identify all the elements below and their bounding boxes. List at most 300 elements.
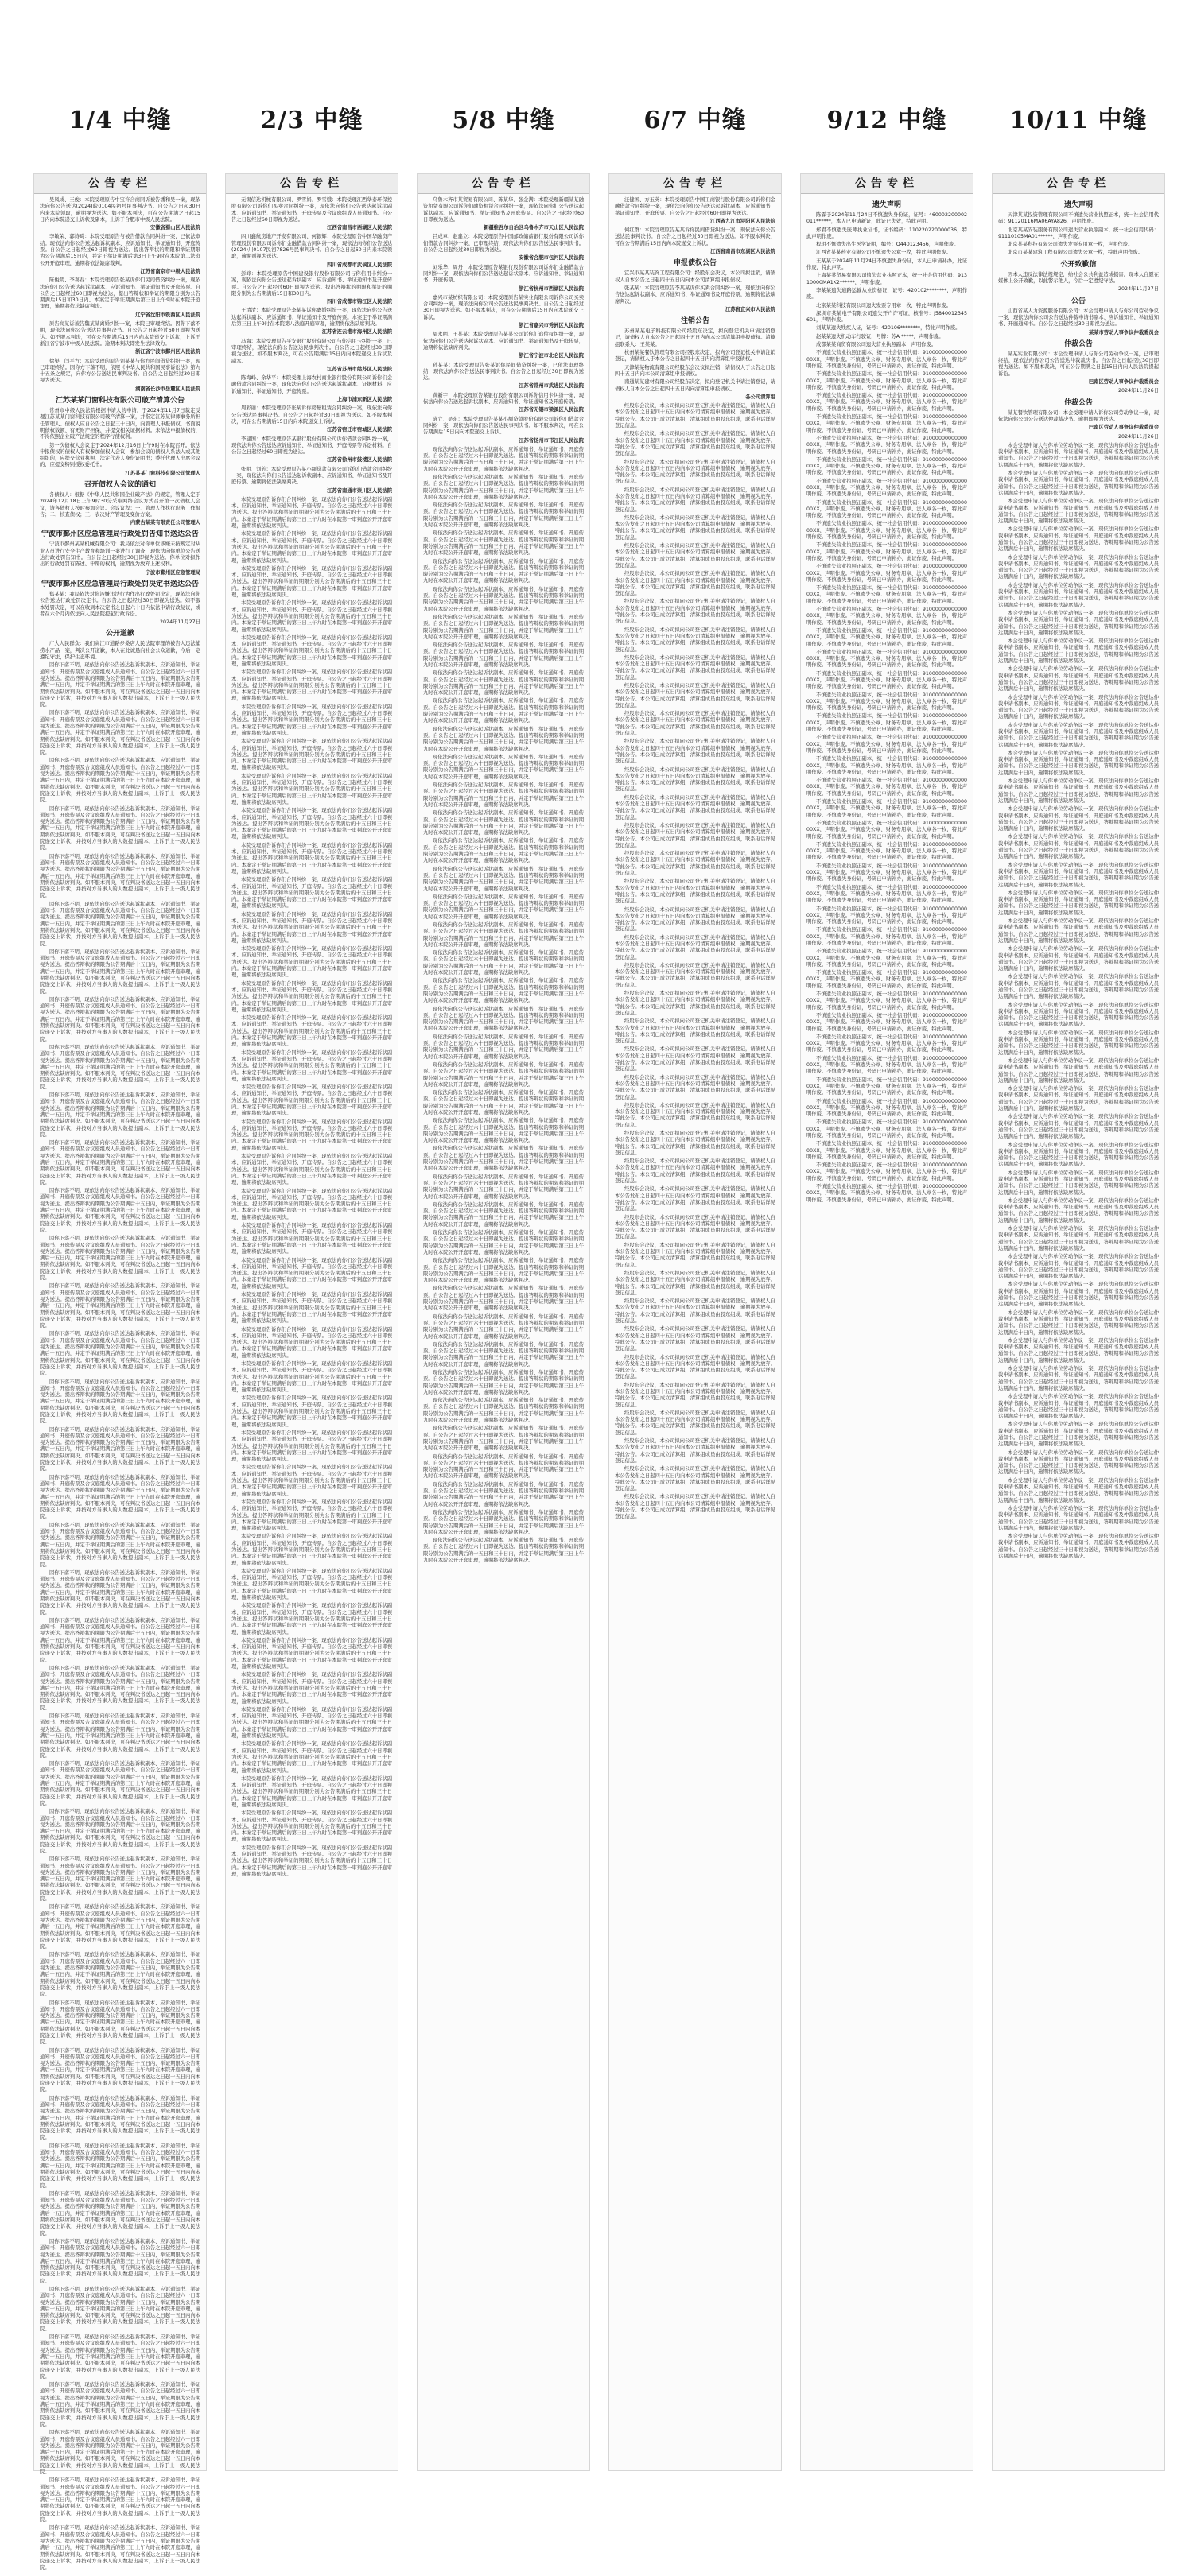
notice-paragraph: 经股东会决议，本公司拟向公司登记机关申请注销登记，请债权人自本公告发布之日起四十五日内向本公司清算组申报债权，逾期视为放弃。特此公告。本公司已成立清算组，清算组成员由股东组成，联系电话详见登记信息。 bbox=[615, 1046, 775, 1073]
notice-paragraph: 不慎遗失营业执照正副本，统一社会信用代码：9100000000000000XX，声明作废。不慎遗失公章、财务专用章、法人章各一枚，特此声明作废。不慎遗失身份证，号码已申请补办，此证作废，特此声明。 bbox=[806, 756, 967, 775]
notice-paragraph: 嘉兴市某纺织有限公司：本院受理原告某实业有限公司诉你公司买卖合同纠纷一案，现依法向你公司公告送达民事判决书。自公告之日起经过30日即视为送达。如不服本判决，可在公告期满后15日内向本院递交上诉状。 bbox=[423, 294, 584, 320]
notice-paragraph: 经股东会决议，本公司拟向公司登记机关申请注销登记，请债权人自本公告发布之日起四十五日内向本公司清算组申报债权，逾期视为放弃。特此公告。本公司已成立清算组，清算组成员由股东组成，联系电话详见登记信息。 bbox=[615, 1214, 775, 1240]
notice-paragraph: 本院受理原告诉你们合同纠纷一案，现依法向你们公告送达起诉状副本、应诉通知书、举证通知书、开庭传票。自公告之日起经过六十日即视为送达。提出答辩状和举证的期限分别为公告期满后的十五日和三十日内。本案定于举证期满后的第三日上午九时在本院第一审判庭公开开庭审理，逾期将依法缺席判决。 bbox=[231, 1499, 392, 1532]
notice-paragraph: 现依法向你公告送达起诉状副本、应诉通知书、举证通知书、开庭传票。自公告之日起经过六十日即视为送达。提出答辩状的期限和举证的期限分别为公告期满后的十五日和三十日内，并定于举证期满后第三日上午九时在本院公开开庭审理，逾期将依法缺席判决。 bbox=[423, 642, 584, 668]
strip-header: 公告专栏 bbox=[801, 174, 973, 194]
notice-paragraph: 四川鑫航房地产开发有限公司、何银辉：本院受理原告中国华融资产管理股份有限公司诉你们金融借款合同纠纷一案，现依法向你们公告送达(2024)川0107民初7826号民事判决书。自公告之日起60日内来本院领取，逾期则视为送达。 bbox=[231, 234, 392, 260]
notice-paragraph: 不慎遗失营业执照正副本，统一社会信用代码：9100000000000000XX，声明作废。不慎遗失公章、财务专用章、法人章各一枚，特此声明作废。不慎遗失身份证，号码已申请补办，此证作废，特此声明。 bbox=[806, 884, 967, 904]
notice-paragraph: 上海某某贸易有限公司遗失营业执照正本，统一社会信用代码：91310000MA1K2******，声明作废。 bbox=[806, 273, 967, 285]
notice-paragraph: 本会受理申请人与你单位劳动争议一案，现依法向你单位公告送达仲裁申请书副本、应诉通知书、举证通知书、开庭通知书及仲裁庭组成人员通知书。自公告之日起经过三十日即视为送达，答辩期和举证期为公告送达期满后十日内，逾期将依法缺席裁决。 bbox=[998, 1170, 1159, 1196]
notice-paragraph: 现依法向你公告送达起诉状副本、应诉通知书、举证通知书、开庭传票。自公告之日起经过六十日即视为送达。提出答辩状的期限和举证的期限分别为公告期满后的十五日和三十日内，并定于举证期满后第三日上午九时在本院公开开庭审理，逾期将依法缺席判决。 bbox=[423, 558, 584, 584]
notice-paragraph: 因你下落不明，现依法向你公告送达起诉状副本、应诉通知书、举证通知书、开庭传票及合议庭组成人员通知书。自公告之日起经过六十日即视为送达。提出答辩状的期限为公告期满后十五日内，举证期限为公告期满后十五日内，并定于举证期满后的第三日上午九时在本院开庭审理，逾期将依法缺席判决。如不服本判决，可在判决书送达之日起十五日内向本院递交上诉状，并按对方当事人的人数提出副本，上诉于上一级人民法院。 bbox=[40, 2334, 200, 2380]
notice-paragraph: 本院受理原告诉你们合同纠纷一案，现依法向你们公告送达起诉状副本、应诉通知书、举证通知书、开庭传票。自公告之日起经过六十日即视为送达。提出答辩状和举证的期限分别为公告期满后的十五日和三十日内。本案定于举证期满后的第三日上午九时在本院第一审判庭公开开庭审理，逾期将依法缺席判决。 bbox=[231, 980, 392, 1013]
notice-paragraph: 本院受理原告诉你们合同纠纷一案，现依法向你们公告送达起诉状副本、应诉通知书、举证通知书、开庭传票。自公告之日起经过六十日即视为送达。提出答辩状和举证的期限分别为公告期满后的十五日和三十日内。本案定于举证期满后的第三日上午九时在本院第一审判庭公开开庭审理，逾期将依法缺席判决。 bbox=[231, 773, 392, 805]
notice-paragraph: 经股东会决议，本公司拟向公司登记机关申请注销登记，请债权人自本公告发布之日起四十五日内向本公司清算组申报债权，逾期视为放弃。特此公告。本公司已成立清算组，清算组成员由股东组成，联系电话详见登记信息。 bbox=[615, 1326, 775, 1352]
notice-title: 仲裁公告 bbox=[1063, 339, 1093, 348]
notice-title: 遗失声明 bbox=[872, 201, 901, 209]
notice-paragraph: 本会受理申请人与你单位劳动争议一案，现依法向你单位公告送达仲裁申请书副本、应诉通知书、举证通知书、开庭通知书及仲裁庭组成人员通知书。自公告之日起经过三十日即视为送达，答辩期和举证期为公告送达期满后十日内，逾期将依法缺席裁决。 bbox=[998, 1449, 1159, 1476]
notice-paragraph: 本会受理申请人与你单位劳动争议一案，现依法向你单位公告送达仲裁申请书副本、应诉通知书、举证通知书、开庭通知书及仲裁庭组成人员通知书。自公告之日起经过三十日即视为送达，答辩期和举证期为公告送达期满后十日内，逾期将依法缺席裁决。 bbox=[998, 1114, 1159, 1140]
notice-paragraph: 因本人违反法律法规规定，给社会公共利益造成损害，现本人自愿在媒体上公开致歉，以此警示他人，今后一定遵纪守法。 bbox=[998, 271, 1159, 285]
notice-title: 召开债权人会议的通知 bbox=[84, 480, 156, 489]
notice-paragraph: 经股东会决议，本公司拟向公司登记机关申请注销登记，请债权人自本公告发布之日起四十五日内向本公司清算组申报债权，逾期视为放弃。特此公告。本公司已成立清算组，清算组成员由股东组成，联系电话详见登记信息。 bbox=[615, 514, 775, 541]
notice-paragraph: 张明、刘芳：本院受理原告某小额贷款有限公司诉你们借款合同纠纷一案，现依法向你们公告送达起诉状副本、应诉通知书、举证通知书及开庭传票。逾期将依法缺席判决。 bbox=[231, 466, 392, 486]
issuer-line: 安徽省蜀山区人民法院 bbox=[150, 225, 200, 231]
notice-paragraph: 因你下落不明，现依法向你公告送达起诉状副本、应诉通知书、举证通知书、开庭传票及合议庭组成人员通知书。自公告之日起经过六十日即视为送达。提出答辩状的期限为公告期满后十五日内，举证期限为公告期满后十五日内，并定于举证期满后的第三日上午九时在本院开庭审理，逾期将依法缺席判决。如不服本判决，可在判决书送达之日起十五日内向本院递交上诉状，并按对方当事人的人数提出副本，上诉于上一级人民法院。 bbox=[40, 710, 200, 756]
notice-paragraph: 本院受理原告诉你们合同纠纷一案，现依法向你们公告送达起诉状副本、应诉通知书、举证通知书、开庭传票。自公告之日起经过六十日即视为送达。提出答辩状和举证的期限分别为公告期满后的十五日和三十日内。本案定于举证期满后的第三日上午九时在本院第一审判庭公开开庭审理，逾期将依法缺席判决。 bbox=[231, 1810, 392, 1843]
notice-strip bbox=[608, 173, 782, 2471]
notice-paragraph: 因你下落不明，现依法向你公告送达起诉状副本、应诉通知书、举证通知书、开庭传票及合议庭组成人员通知书。自公告之日起经过六十日即视为送达。提出答辩状的期限为公告期满后十五日内，举证期限为公告期满后十五日内，并定于举证期满后的第三日上午九时在本院开庭审理，逾期将依法缺席判决。如不服本判决，可在判决书送达之日起十五日内向本院递交上诉状，并按对方当事人的人数提出副本，上诉于上一级人民法院。 bbox=[40, 1379, 200, 1425]
notice-paragraph: 本会受理申请人与你单位劳动争议一案，现依法向你单位公告送达仲裁申请书副本、应诉通知书、举证通知书、开庭通知书及仲裁庭组成人员通知书。自公告之日起经过三十日即视为送达，答辩期和举证期为公告送达期满后十日内，逾期将依法缺席裁决。 bbox=[998, 1057, 1159, 1084]
notice-paragraph: 不慎遗失营业执照正副本，统一社会信用代码：9100000000000000XX，声明作废。不慎遗失公章、财务专用章、法人章各一枚，特此声明作废。不慎遗失身份证，号码已申请补办，此证作废，特此声明。 bbox=[806, 1141, 967, 1160]
notice-paragraph: 北京某某安装服务有限公司遗失营业执照副本，统一社会信用代码：91110105MA01******，声明作废。 bbox=[998, 227, 1159, 239]
notice-paragraph: 不慎遗失营业执照正副本，统一社会信用代码：9100000000000000XX，声明作废。不慎遗失公章、财务专用章、法人章各一枚，特此声明作废。不慎遗失身份证，号码已申请补办，此证作废，特此声明。 bbox=[806, 927, 967, 946]
notice-paragraph: 现依法向你公告送达起诉状副本、应诉通知书、举证通知书、开庭传票。自公告之日起经过六十日即视为送达。提出答辩状的期限和举证的期限分别为公告期满后的十五日和三十日内，并定于举证期满后第三日上午九时在本院公开开庭审理，逾期将依法缺席判决。 bbox=[423, 726, 584, 752]
notice-paragraph: 现依法向你公告送达起诉状副本、应诉通知书、举证通知书、开庭传票。自公告之日起经过六十日即视为送达。提出答辩状的期限和举证的期限分别为公告期满后的十五日和三十日内，并定于举证期满后第三日上午九时在本院公开开庭审理，逾期将依法缺席判决。 bbox=[423, 474, 584, 500]
notice-paragraph: 孙某某：本院受理原告张某诉你民间借贷纠纷一案，已依法审理终结，现依法向你公告送达民事判决书。自公告之日起经过30日即视为送达。 bbox=[423, 362, 584, 382]
notice-paragraph: 经股东会决议，本公司拟向公司登记机关申请注销登记，请债权人自本公告发布之日起四十五日内向本公司清算组申报债权，逾期视为放弃。特此公告。本公司已成立清算组，清算组成员由股东组成，联系电话详见登记信息。 bbox=[615, 1298, 775, 1325]
notice-paragraph: 现依法向你公告送达起诉状副本、应诉通知书、举证通知书、开庭传票。自公告之日起经过六十日即视为送达。提出答辩状的期限和举证的期限分别为公告期满后的十五日和三十日内，并定于举证期满后第三日上午九时在本院公开开庭审理，逾期将依法缺席判决。 bbox=[423, 446, 584, 472]
notice-paragraph: 经股东会决议，本公司拟向公司登记机关申请注销登记，请债权人自本公告发布之日起四十五日内向本公司清算组申报债权，逾期视为放弃。特此公告。本公司已成立清算组，清算组成员由股东组成，联系电话详见登记信息。 bbox=[615, 1382, 775, 1408]
notice-paragraph: 因你下落不明，现依法向你公告送达起诉状副本、应诉通知书、举证通知书、开庭传票及合议庭组成人员通知书。自公告之日起经过六十日即视为送达。提出答辩状的期限为公告期满后十五日内，举证期限为公告期满后十五日内，并定于举证期满后的第三日上午九时在本院开庭审理，逾期将依法缺席判决。如不服本判决，可在判决书送达之日起十五日内向本院递交上诉状，并按对方当事人的人数提出副本，上诉于上一级人民法院。 bbox=[40, 1092, 200, 1138]
notice-paragraph: 因你下落不明，现依法向你公告送达起诉状副本、应诉通知书、举证通知书、开庭传票及合议庭组成人员通知书。自公告之日起经过六十日即视为送达。提出答辩状的期限为公告期满后十五日内，举证期限为公告期满后十五日内，并定于举证期满后的第三日上午九时在本院开庭审理，逾期将依法缺席判决。如不服本判决，可在判决书送达之日起十五日内向本院递交上诉状，并按对方当事人的人数提出副本，上诉于上一级人民法院。 bbox=[40, 2238, 200, 2284]
notice-paragraph: 现依法向你公告送达起诉状副本、应诉通知书、举证通知书、开庭传票。自公告之日起经过六十日即视为送达。提出答辩状的期限和举证的期限分别为公告期满后的十五日和三十日内，并定于举证期满后第三日上午九时在本院公开开庭审理，逾期将依法缺席判决。 bbox=[423, 978, 584, 1004]
notice-paragraph: 汪健国、方玉英：本院受理原告中国工商银行股份有限公司诉你们金融借款合同纠纷一案，现依法向你们公告送达起诉状副本、应诉通知书、举证通知书、开庭传票。自公告之日起经过60日即视为送达。 bbox=[615, 197, 775, 216]
notice-paragraph: 现依法向你公告送达起诉状副本、应诉通知书、举证通知书、开庭传票。自公告之日起经过六十日即视为送达。提出答辩状的期限和举证的期限分别为公告期满后的十五日和三十日内，并定于举证期满后第三日上午九时在本院公开开庭审理，逾期将依法缺席判决。 bbox=[423, 1538, 584, 1563]
notice-paragraph: 不慎遗失营业执照正副本，统一社会信用代码：9100000000000000XX，声明作废。不慎遗失公章、财务专用章、法人章各一枚，特此声明作废。不慎遗失身份证，号码已申请补办，此证作废，特此声明。 bbox=[806, 414, 967, 433]
notice-paragraph: 经股东会决议，本公司拟向公司登记机关申请注销登记，请债权人自本公告发布之日起四十五日内向本公司清算组申报债权，逾期视为放弃。特此公告。本公司已成立清算组，清算组成员由股东组成，联系电话详见登记信息。 bbox=[615, 991, 775, 1016]
issuer-line: 江苏省徐州市鼓楼区人民法院 bbox=[327, 457, 392, 464]
notice-paragraph: 因你下落不明，现依法向你公告送达起诉状副本、应诉通知书、举证通知书、开庭传票及合议庭组成人员通知书。自公告之日起经过六十日即视为送达。提出答辩状的期限为公告期满后十五日内，举证期限为公告期满后十五日内，并定于举证期满后的第三日上午九时在本院开庭审理，逾期将依法缺席判决。如不服本判决，可在判决书送达之日起十五日内向本院递交上诉状，并按对方当事人的人数提出副本，上诉于上一级人民法院。 bbox=[40, 1617, 200, 1663]
notice-paragraph: 本院受理原告诉你们合同纠纷一案，现依法向你们公告送达起诉状副本、应诉通知书、举证通知书、开庭传票。自公告之日起经过六十日即视为送达。提出答辩状和举证的期限分别为公告期满后的十五日和三十日内。本案定于举证期满后的第三日上午九时在本院第一审判庭公开开庭审理，逾期将依法缺席判决。 bbox=[231, 739, 392, 771]
notice-paragraph: 经股东会决议，本公司拟向公司登记机关申请注销登记，请债权人自本公告发布之日起四十五日内向本公司清算组申报债权，逾期视为放弃。特此公告。本公司已成立清算组，清算组成员由股东组成，联系电话详见登记信息。 bbox=[615, 879, 775, 905]
notice-title: 公开致歉信 bbox=[1060, 260, 1097, 269]
notice-paragraph: 因你下落不明，现依法向你公告送达起诉状副本、应诉通知书、举证通知书、开庭传票及合议庭组成人员通知书。自公告之日起经过六十日即视为送达。提出答辩状的期限为公告期满后十五日内，举证期限为公告期满后十五日内，并定于举证期满后的第三日上午九时在本院开庭审理，逾期将依法缺席判决。如不服本判决，可在判决书送达之日起十五日内向本院递交上诉状，并按对方当事人的人数提出副本，上诉于上一级人民法院。 bbox=[40, 1904, 200, 1950]
notice-paragraph: 不慎遗失营业执照正副本，统一社会信用代码：9100000000000000XX，声明作废。不慎遗失公章、财务专用章、法人章各一枚，特此声明作废。不慎遗失身份证，号码已申请补办，此证作废，特此声明。 bbox=[806, 1055, 967, 1075]
strip-body bbox=[418, 194, 589, 1569]
notice-paragraph: 本院受理原告诉你们合同纠纷一案，现依法向你们公告送达起诉状副本、应诉通知书、举证通知书、开庭传票。自公告之日起经过六十日即视为送达。提出答辩状和举证的期限分别为公告期满后的十五日和三十日内。本案定于举证期满后的第三日上午九时在本院第一审判庭公开开庭审理，逾期将依法缺席判决。 bbox=[231, 600, 392, 633]
notice-paragraph: 深圳市某某电子有限公司遗失开户许可证，核准号：J5840012345601，声明作废。 bbox=[806, 310, 967, 324]
issuer-line: 某某市劳动人事争议仲裁委员会 bbox=[1088, 329, 1159, 336]
notice-paragraph: 本会受理申请人与你单位劳动争议一案，现依法向你单位公告送达仲裁申请书副本、应诉通知书、举证通知书、开庭通知书及仲裁庭组成人员通知书。自公告之日起经过三十日即视为送达，答辩期和举证期为公告送达期满后十日内，逾期将依法缺席裁决。 bbox=[998, 1477, 1159, 1503]
notice-title: 公告 bbox=[1071, 297, 1086, 305]
notice-paragraph: 某某实业有限公司：本会受理申请人与你公司劳动争议一案，已审理终结，现依法向你公司公告送达仲裁裁决书。自公告之日起经过30日即视为送达。如不服本裁决，可在公告期满之日起15日内向人民法院提起诉讼。 bbox=[998, 351, 1159, 377]
issuer-line: 江苏省宿迁市宿城区人民法院 bbox=[327, 427, 392, 433]
notice-strip bbox=[33, 173, 207, 2571]
notice-date: 2024年11月27日 bbox=[160, 619, 200, 626]
strip-body bbox=[993, 194, 1164, 1565]
notice-paragraph: 现依法向你公告送达起诉状副本、应诉通知书、举证通知书、开庭传票。自公告之日起经过六十日即视为送达。提出答辩状的期限和举证的期限分别为公告期满后的十五日和三十日内，并定于举证期满后第三日上午九时在本院公开开庭审理，逾期将依法缺席判决。 bbox=[423, 1174, 584, 1200]
notice-paragraph: 经股东会决议，本公司拟向公司登记机关申请注销登记，请债权人自本公告发布之日起四十五日内向本公司清算组申报债权，逾期视为放弃。特此公告。本公司已成立清算组，清算组成员由股东组成，联系电话详见登记信息。 bbox=[615, 851, 775, 877]
notice-paragraph: 因你下落不明，现依法向你公告送达起诉状副本、应诉通知书、举证通知书、开庭传票及合议庭组成人员通知书。自公告之日起经过六十日即视为送达。提出答辩状的期限为公告期满后十五日内，举证期限为公告期满后十五日内，并定于举证期满后的第三日上午九时在本院开庭审理，逾期将依法缺席判决。如不服本判决，可在判决书送达之日起十五日内向本院递交上诉状，并按对方当事人的人数提出副本，上诉于上一级人民法院。 bbox=[40, 1188, 200, 1233]
notice-paragraph: 吴凤成、王俊：本院受理原告中宝许合商同诉被告潘和吴一案，现依法向你公告送达(2024)皖0104民初号民事判决书。自公告之日起30日内来本院领取，逾期视为送达。如不服本判决，可在公告期满之日起15日内向本院递交上诉状及副本，上诉于合肥市中级人民法院。 bbox=[40, 197, 200, 223]
notice-paragraph: 现依法向你公告送达起诉状副本、应诉通知书、举证通知书、开庭传票。自公告之日起经过六十日即视为送达。提出答辩状的期限和举证的期限分别为公告期满后的十五日和三十日内，并定于举证期满后第三日上午九时在本院公开开庭审理，逾期将依法缺席判决。 bbox=[423, 1313, 584, 1340]
notice-paragraph: 不慎遗失营业执照正副本，统一社会信用代码：9100000000000000XX，声明作废。不慎遗失公章、财务专用章、法人章各一枚，特此声明作废。不慎遗失身份证，号码已申请补办，此证作废，特此声明。 bbox=[806, 799, 967, 818]
notice-paragraph: 现依法向你公告送达起诉状副本、应诉通知书、举证通知书、开庭传票。自公告之日起经过六十日即视为送达。提出答辩状的期限和举证的期限分别为公告期满后的十五日和三十日内，并定于举证期满后第三日上午九时在本院公开开庭审理，逾期将依法缺席判决。 bbox=[423, 1341, 584, 1368]
notice-paragraph: 吕成章、赵建立：本院受理原告中国邮政储蓄银行股份有限公司诉你们借款合同纠纷一案，已审理终结，现依法向你们公告送达民事判决书。自公告之日起经过30日即视为送达。 bbox=[423, 234, 584, 254]
issuer-line: 宁波市鄞州区应急管理局 bbox=[145, 569, 200, 576]
notice-paragraph: 经股东会决议，本公司拟向公司登记机关申请注销登记，请债权人自本公告发布之日起四十五日内向本公司清算组申报债权，逾期视为放弃。特此公告。本公司已成立清算组，清算组成员由股东组成，联系电话详见登记信息。 bbox=[615, 1018, 775, 1045]
notice-paragraph: 无锡信达机械有限公司、罗雪娟、罗雪娥：本院受理江西华泰环保控股有限公司诉你们买卖合同纠纷一案，现依法向你们公告送达起诉状副本、应诉通知书、举证通知书、开庭传票及合议庭组成人员通知书。自公告之日起经过60日即视为送达。 bbox=[231, 197, 392, 223]
column-label: 2/3 中缝 bbox=[260, 107, 363, 134]
notice-paragraph: 现依法向你公告送达起诉状副本、应诉通知书、举证通知书、开庭传票。自公告之日起经过六十日即视为送达。提出答辩状的期限和举证的期限分别为公告期满后的十五日和三十日内，并定于举证期满后第三日上午九时在本院公开开庭审理，逾期将依法缺席判决。 bbox=[423, 1061, 584, 1088]
notice-paragraph: 郑君不慎遗失医师执业证书，证书编码：110220220000036，特此声明作废。 bbox=[806, 227, 967, 239]
notice-paragraph: 本会受理申请人与你单位劳动争议一案，现依法向你单位公告送达仲裁申请书副本、应诉通知书、举证通知书、开庭通知书及仲裁庭组成人员通知书。自公告之日起经过三十日即视为送达，答辩期和举证期为公告送达期满后十日内，逾期将依法缺席裁决。 bbox=[998, 1394, 1159, 1420]
notice-title: 公开道歉 bbox=[105, 630, 134, 638]
notice-paragraph: 本会受理申请人与你单位劳动争议一案，现依法向你单位公告送达仲裁申请书副本、应诉通知书、举证通知书、开庭通知书及仲裁庭组成人员通知书。自公告之日起经过三十日即视为送达，答辩期和举证期为公告送达期满后十日内，逾期将依法缺席裁决。 bbox=[998, 526, 1159, 553]
notice-title: 宁波市鄞州区应急管理局行政处罚决定书送达公告 bbox=[41, 580, 199, 588]
notice-paragraph: 北京某某科技有限公司遗失发票专用章一枚，声明作废。 bbox=[1008, 242, 1133, 248]
notice-paragraph: 经股东会决议，本公司拟向公司登记机关申请注销登记，请债权人自本公告发布之日起四十五日内向本公司清算组申报债权，逾期视为放弃。特此公告。本公司已成立清算组，清算组成员由股东组成，联系电话详见登记信息。 bbox=[615, 711, 775, 737]
notice-paragraph: 李建国：本院受理原告某银行股份有限公司诉你借款合同纠纷一案，现依法向你公告送达应诉通知书、举证通知书、开庭传票等诉讼材料。自公告之日起经过60日即视为送达。 bbox=[231, 436, 392, 456]
notice-paragraph: 不慎遗失营业执照正副本，统一社会信用代码：9100000000000000XX，声明作废。不慎遗失公章、财务专用章、法人章各一枚，特此声明作废。不慎遗失身份证，号码已申请补办，此证作废，特此声明。 bbox=[806, 1184, 967, 1203]
notice-paragraph: 现依法向你公告送达起诉状副本、应诉通知书、举证通知书、开庭传票。自公告之日起经过六十日即视为送达。提出答辩状的期限和举证的期限分别为公告期满后的十五日和三十日内，并定于举证期满后第三日上午九时在本院公开开庭审理，逾期将依法缺席判决。 bbox=[423, 1146, 584, 1172]
notice-paragraph: 因你下落不明，现依法向你公告送达起诉状副本、应诉通知书、举证通知书、开庭传票及合议庭组成人员通知书。自公告之日起经过六十日即视为送达。提出答辩状的期限为公告期满后十五日内，举证期限为公告期满后十五日内，并定于举证期满后的第三日上午九时在本院开庭审理，逾期将依法缺席判决。如不服本判决，可在判决书送达之日起十五日内向本院递交上诉状，并按对方当事人的人数提出副本，上诉于上一级人民法院。 bbox=[40, 2190, 200, 2237]
notice-paragraph: 本院受理原告诉你们合同纠纷一案，现依法向你们公告送达起诉状副本、应诉通知书、举证通知书、开庭传票。自公告之日起经过六十日即视为送达。提出答辩状和举证的期限分别为公告期满后的十五日和三十日内。本案定于举证期满后的第三日上午九时在本院第一审判庭公开开庭审理，逾期将依法缺席判决。 bbox=[231, 1119, 392, 1151]
notice-paragraph: 宁波市鄞州某某机械有限公司：我局依法对你单位涉嫌未按规定对从业人员进行安全生产教育和培训一案进行了调查，现依法向你单位公告送达行政处罚告知书。自公告之日起经过30日即视为送达。你单位对拟作出的行政处罚有陈述、申辩的权利，逾期视为放弃上述权利。 bbox=[40, 541, 200, 568]
notice-paragraph: 不慎遗失营业执照正副本，统一社会信用代码：9100000000000000XX，声明作废。不慎遗失公章、财务专用章、法人章各一枚，特此声明作废。不慎遗失身份证，号码已申请补办，此证作废，特此声明。 bbox=[806, 627, 967, 647]
notice-paragraph: 本院受理原告诉你们合同纠纷一案，现依法向你们公告送达起诉状副本、应诉通知书、举证通知书、开庭传票。自公告之日起经过六十日即视为送达。提出答辩状和举证的期限分别为公告期满后的十五日和三十日内。本案定于举证期满后的第三日上午九时在本院第一审判庭公开开庭审理，逾期将依法缺席判决。 bbox=[231, 1292, 392, 1325]
notice-paragraph: 黄新宇：本院受理原告某银行股份有限公司诉你信用卡纠纷一案，现依法向你公告送达起诉状副本、应诉通知书、举证通知书及开庭传票。 bbox=[423, 392, 584, 405]
notice-paragraph: 因你下落不明，现依法向你公告送达起诉状副本、应诉通知书、举证通知书、开庭传票及合议庭组成人员通知书。自公告之日起经过六十日即视为送达。提出答辩状的期限为公告期满后十五日内，举证期限为公告期满后十五日内，并定于举证期满后的第三日上午九时在本院开庭审理，逾期将依法缺席判决。如不服本判决，可在判决书送达之日起十五日内向本院递交上诉状，并按对方当事人的人数提出副本，上诉于上一级人民法院。 bbox=[40, 805, 200, 852]
notice-title: 江苏某某门窗科技有限公司破产清算公告 bbox=[55, 397, 185, 405]
notice-paragraph: 本会受理申请人与你单位劳动争议一案，现依法向你单位公告送达仲裁申请书副本、应诉通知书、举证通知书、开庭通知书及仲裁庭组成人员通知书。自公告之日起经过三十日即视为送达，答辩期和举证期为公告送达期满后十日内，逾期将依法缺席裁决。 bbox=[998, 750, 1159, 776]
notice-paragraph: 经股东会决议，本公司拟向公司登记机关申请注销登记，请债权人自本公告发布之日起四十五日内向本公司清算组申报债权，逾期视为放弃。特此公告。本公司已成立清算组，清算组成员由股东组成，联系电话详见登记信息。 bbox=[615, 431, 775, 457]
notice-paragraph: 本院受理原告诉你们合同纠纷一案，现依法向你们公告送达起诉状副本、应诉通知书、举证通知书、开庭传票。自公告之日起经过六十日即视为送达。提出答辩状和举证的期限分别为公告期满后的十五日和三十日内。本案定于举证期满后的第三日上午九时在本院第一审判庭公开开庭审理，逾期将依法缺席判决。 bbox=[231, 842, 392, 875]
notice-paragraph: 现依法向你公告送达起诉状副本、应诉通知书、举证通知书、开庭传票。自公告之日起经过六十日即视为送达。提出答辩状的期限和举证的期限分别为公告期满后的十五日和三十日内，并定于举证期满后第三日上午九时在本院公开开庭审理，逾期将依法缺席判决。 bbox=[423, 1006, 584, 1032]
notice-paragraph: 本院受理原告诉你们合同纠纷一案，现依法向你们公告送达起诉状副本、应诉通知书、举证通知书、开庭传票。自公告之日起经过六十日即视为送达。提出答辩状和举证的期限分别为公告期满后的十五日和三十日内。本案定于举证期满后的第三日上午九时在本院第一审判庭公开开庭审理，逾期将依法缺席判决。 bbox=[231, 634, 392, 667]
notice-paragraph: 本院受理原告诉你们合同纠纷一案，现依法向你们公告送达起诉状副本、应诉通知书、举证通知书、开庭传票。自公告之日起经过六十日即视为送达。提出答辩状和举证的期限分别为公告期满后的十五日和三十日内。本案定于举证期满后的第三日上午九时在本院第一审判庭公开开庭审理，逾期将依法缺席判决。 bbox=[231, 1534, 392, 1566]
notice-paragraph: 周彩丽：本院受理原告张某诉你房屋租赁合同纠纷一案，现依法向你公告送达民事判决书。自公告之日起经过30日即视为送达。如不服本判决，可在公告期满后15日内向本院递交上诉状。 bbox=[231, 405, 392, 425]
notice-paragraph: 现依法向你公告送达起诉状副本、应诉通知书、举证通知书、开庭传票。自公告之日起经过六十日即视为送达。提出答辩状的期限和举证的期限分别为公告期满后的十五日和三十日内，并定于举证期满后第三日上午九时在本院公开开庭审理，逾期将依法缺席判决。 bbox=[423, 1090, 584, 1115]
notice-paragraph: 因你下落不明，现依法向你公告送达起诉状副本、应诉通知书、举证通知书、开庭传票及合议庭组成人员通知书。自公告之日起经过六十日即视为送达。提出答辩状的期限为公告期满后十五日内，举证期限为公告期满后十五日内，并定于举证期满后的第三日上午九时在本院开庭审理，逾期将依法缺席判决。如不服本判决，可在判决书送达之日起十五日内向本院递交上诉状，并按对方当事人的人数提出副本，上诉于上一级人民法院。 bbox=[40, 2000, 200, 2046]
column-5-8 bbox=[417, 0, 590, 2481]
notice-paragraph: 经股东会决议，本公司拟向公司登记机关申请注销登记，请债权人自本公告发布之日起四十五日内向本公司清算组申报债权，逾期视为放弃。特此公告。本公司已成立清算组，清算组成员由股东组成，联系电话详见登记信息。 bbox=[615, 627, 775, 653]
notice-paragraph: 因你下落不明，现依法向你公告送达起诉状副本、应诉通知书、举证通知书、开庭传票及合议庭组成人员通知书。自公告之日起经过六十日即视为送达。提出答辩状的期限为公告期满后十五日内，举证期限为公告期满后十五日内，并定于举证期满后的第三日上午九时在本院开庭审理，逾期将依法缺席判决。如不服本判决，可在判决书送达之日起十五日内向本院递交上诉状，并按对方当事人的人数提出副本，上诉于上一级人民法院。 bbox=[40, 1569, 200, 1616]
notice-paragraph: 现依法向你公告送达起诉状副本、应诉通知书、举证通知书、开庭传票。自公告之日起经过六十日即视为送达。提出答辩状的期限和举证的期限分别为公告期满后的十五日和三十日内，并定于举证期满后第三日上午九时在本院公开开庭审理，逾期将依法缺席判决。 bbox=[423, 698, 584, 724]
strip-header: 公告专栏 bbox=[34, 174, 206, 194]
notice-paragraph: 现依法向你公告送达起诉状副本、应诉通知书、举证通知书、开庭传票。自公告之日起经过六十日即视为送达。提出答辩状的期限和举证的期限分别为公告期满后的十五日和三十日内，并定于举证期满后第三日上午九时在本院公开开庭审理，逾期将依法缺席判决。 bbox=[423, 1481, 584, 1507]
notice-paragraph: 某某餐饮管理有限公司：本会受理申请人诉你公司劳动争议一案，现依法向你公司公告送达仲裁裁决书。逾期即视为送达。 bbox=[998, 409, 1159, 422]
notice-paragraph: 不慎遗失营业执照正副本，统一社会信用代码：9100000000000000XX，声明作废。不慎遗失公章、财务专用章、法人章各一枚，特此声明作废。不慎遗失身份证，号码已申请补办，此证作废，特此声明。 bbox=[806, 735, 967, 754]
notice-paragraph: 本会受理申请人与你单位劳动争议一案，现依法向你单位公告送达仲裁申请书副本、应诉通知书、举证通知书、开庭通知书及仲裁庭组成人员通知书。自公告之日起经过三十日即视为送达，答辩期和举证期为公告送达期满后十日内，逾期将依法缺席裁决。 bbox=[998, 1505, 1159, 1531]
notice-paragraph: 陈霖于2024年11月24日不慎遗失身份证，证号：460002200002011******，本人已申请新证，此证已失效，特此声明。 bbox=[806, 212, 967, 225]
notice-paragraph: 因你下落不明，现依法向你公告送达起诉状副本、应诉通知书、举证通知书、开庭传票及合议庭组成人员通知书。自公告之日起经过六十日即视为送达。提出答辩状的期限为公告期满后十五日内，举证期限为公告期满后十五日内，并定于举证期满后的第三日上午九时在本院开庭审理，逾期将依法缺席判决。如不服本判决，可在判决书送达之日起十五日内向本院递交上诉状，并按对方当事人的人数提出副本，上诉于上一级人民法院。 bbox=[40, 901, 200, 947]
notice-paragraph: 现依法向你公告送达起诉状副本、应诉通知书、举证通知书、开庭传票。自公告之日起经过六十日即视为送达。提出答辩状的期限和举证的期限分别为公告期满后的十五日和三十日内，并定于举证期满后第三日上午九时在本院公开开庭审理，逾期将依法缺席判决。 bbox=[423, 1034, 584, 1060]
notice-paragraph: 因你下落不明，现依法向你公告送达起诉状副本、应诉通知书、举证通知书、开庭传票及合议庭组成人员通知书。自公告之日起经过六十日即视为送达。提出答辩状的期限为公告期满后十五日内，举证期限为公告期满后十五日内，并定于举证期满后的第三日上午九时在本院开庭审理，逾期将依法缺席判决。如不服本判决，可在判决书送达之日起十五日内向本院递交上诉状，并按对方当事人的人数提出副本，上诉于上一级人民法院。 bbox=[40, 2286, 200, 2332]
notice-paragraph: 现依法向你公告送达起诉状副本、应诉通知书、举证通知书、开庭传票。自公告之日起经过六十日即视为送达。提出答辩状的期限和举证的期限分别为公告期满后的十五日和三十日内，并定于举证期满后第三日上午九时在本院公开开庭审理，逾期将依法缺席判决。 bbox=[423, 1398, 584, 1424]
issuer-line: 浙江省宁波市鄞州区人民法院 bbox=[135, 349, 200, 355]
notice-paragraph: 经股东会决议，本公司拟向公司登记机关申请注销登记，请债权人自本公告发布之日起四十五日内向本公司清算组申报债权，逾期视为放弃。特此公告。本公司已成立清算组，清算组成员由股东组成，联系电话详见登记信息。 bbox=[615, 1354, 775, 1380]
notice-paragraph: 经股东会决议，本公司拟向公司登记机关申请注销登记，请债权人自本公告发布之日起四十五日内向本公司清算组申报债权，逾期视为放弃。特此公告。本公司已成立清算组，清算组成员由股东组成，联系电话详见登记信息。 bbox=[615, 739, 775, 765]
notice-paragraph: 郑某某：我局依法对你涉嫌违法行为作出行政处罚决定，现依法向你公告送达行政处罚决定书。自公告之日起经过30日即视为送达。如不服本处罚决定，可以在收到本决定书之日起六十日内依法申请行政复议，或者在六个月内依法向人民法院提起行政诉讼。 bbox=[40, 591, 200, 617]
notice-paragraph: 本院受理原告诉你们合同纠纷一案，现依法向你们公告送达起诉状副本、应诉通知书、举证通知书、开庭传票。自公告之日起经过六十日即视为送达。提出答辩状和举证的期限分别为公告期满后的十五日和三十日内。本案定于举证期满后的第三日上午九时在本院第一审判庭公开开庭审理，逾期将依法缺席判决。 bbox=[231, 1568, 392, 1601]
notice-paragraph: 经股东会决议，本公司拟向公司登记机关申请注销登记，请债权人自本公告发布之日起四十五日内向本公司清算组申报债权，逾期视为放弃。特此公告。本公司已成立清算组，清算组成员由股东组成，联系电话详见登记信息。 bbox=[615, 822, 775, 848]
notice-paragraph: 山西省某人力资源服务有限公司：本会受理申请人与你公司劳动争议一案，现依法向你公司公告送达仲裁申请书副本、应诉通知书、举证通知书、开庭通知书。自公告之日起经过30日即视为送达。 bbox=[998, 308, 1159, 328]
notice-paragraph: 本院受理原告诉你们合同纠纷一案，现依法向你们公告送达起诉状副本、应诉通知书、举证通知书、开庭传票。自公告之日起经过六十日即视为送达。提出答辩状和举证的期限分别为公告期满后的十五日和三十日内。本案定于举证期满后的第三日上午九时在本院第一审判庭公开开庭审理，逾期将依法缺席判决。 bbox=[231, 1257, 392, 1290]
notice-paragraph: 现依法向你公告送达起诉状副本、应诉通知书、举证通知书、开庭传票。自公告之日起经过六十日即视为送达。提出答辩状的期限和举证的期限分别为公告期满后的十五日和三十日内，并定于举证期满后第三日上午九时在本院公开开庭审理，逾期将依法缺席判决。 bbox=[423, 530, 584, 557]
notice-paragraph: 本院受理原告诉你们合同纠纷一案，现依法向你们公告送达起诉状副本、应诉通知书、举证通知书、开庭传票。自公告之日起经过六十日即视为送达。提出答辩状和举证的期限分别为公告期满后的十五日和三十日内。本案定于举证期满后的第三日上午九时在本院第一审判庭公开开庭审理，逾期将依法缺席判决。 bbox=[231, 1015, 392, 1048]
notice-paragraph: 因你下落不明，现依法向你公告送达起诉状副本、应诉通知书、举证通知书、开庭传票及合议庭组成人员通知书。自公告之日起经过六十日即视为送达。提出答辩状的期限为公告期满后十五日内，举证期限为公告期满后十五日内，并定于举证期满后的第三日上午九时在本院开庭审理，逾期将依法缺席判决。如不服本判决，可在判决书送达之日起十五日内向本院递交上诉状，并按对方当事人的人数提出副本，上诉于上一级人民法院。 bbox=[40, 2095, 200, 2141]
notice-paragraph: 现依法向你公告送达起诉状副本、应诉通知书、举证通知书、开庭传票。自公告之日起经过六十日即视为送达。提出答辩状的期限和举证的期限分别为公告期满后的十五日和三十日内，并定于举证期满后第三日上午九时在本院公开开庭审理，逾期将依法缺席判决。 bbox=[423, 1201, 584, 1228]
notice-paragraph: 经股东会决议，本公司拟向公司登记机关申请注销登记，请债权人自本公告发布之日起四十五日内向本公司清算组申报债权，逾期视为放弃。特此公告。本公司已成立清算组，清算组成员由股东组成，联系电话详见登记信息。 bbox=[615, 766, 775, 793]
notice-paragraph: 本院受理原告诉你们合同纠纷一案，现依法向你们公告送达起诉状副本、应诉通知书、举证通知书、开庭传票。自公告之日起经过六十日即视为送达。提出答辩状和举证的期限分别为公告期满后的十五日和三十日内。本案定于举证期满后的第三日上午九时在本院第一审判庭公开开庭审理，逾期将依法缺席判决。 bbox=[231, 669, 392, 702]
notice-paragraph: 经股东会决议，本公司拟向公司登记机关申请注销登记，请债权人自本公告发布之日起四十五日内向本公司清算组申报债权，逾期视为放弃。特此公告。本公司已成立清算组，清算组成员由股东组成，联系电话详见登记信息。 bbox=[615, 1466, 775, 1492]
notice-paragraph: 经股东会决议，本公司拟向公司登记机关申请注销登记，请债权人自本公告发布之日起四十五日内向本公司清算组申报债权，逾期视为放弃。特此公告。本公司已成立清算组，清算组成员由股东组成，联系电话详见登记信息。 bbox=[615, 683, 775, 708]
notice-paragraph: 宜兴市某某装饰工程有限公司：经股东会决议，本公司拟注销，请债权人自本公告之日起四十五日内向本公司清算组申报债权。 bbox=[615, 270, 775, 283]
notice-paragraph: 本会受理申请人与你单位劳动争议一案，现依法向你单位公告送达仲裁申请书副本、应诉通知书、举证通知书、开庭通知书及仲裁庭组成人员通知书。自公告之日起经过三十日即视为送达，答辩期和举证期为公告送达期满后十日内，逾期将依法缺席裁决。 bbox=[998, 442, 1159, 468]
notice-paragraph: 现依法向你公告送达起诉状副本、应诉通知书、举证通知书、开庭传票。自公告之日起经过六十日即视为送达。提出答辩状的期限和举证的期限分别为公告期满后的十五日和三十日内，并定于举证期满后第三日上午九时在本院公开开庭审理，逾期将依法缺席判决。 bbox=[423, 670, 584, 696]
notice-paragraph: 不慎遗失营业执照正副本，统一社会信用代码：9100000000000000XX，声明作废。不慎遗失公章、财务专用章、法人章各一枚，特此声明作废。不慎遗失身份证，号码已申请补办，此证作废，特此声明。 bbox=[806, 991, 967, 1011]
notice-paragraph: 本院受理原告诉你们合同纠纷一案，现依法向你们公告送达起诉状副本、应诉通知书、举证通知书、开庭传票。自公告之日起经过六十日即视为送达。提出答辩状和举证的期限分别为公告期满后的十五日和三十日内。本案定于举证期满后的第三日上午九时在本院第一审判庭公开开庭审理，逾期将依法缺席判决。 bbox=[231, 1395, 392, 1428]
notice-paragraph: 何红群：本院受理原告某某诉你民间借贷纠纷一案，现依法向你公告送达民事判决书。自公告之日起经过30日即视为送达。如不服本判决，可在公告期满后15日内向本院递交上诉状。 bbox=[615, 227, 775, 246]
notice-paragraph: 乌鲁木齐市某贸易有限公司、陈某华、张金满：本院受理新疆某某融资租赁有限公司诉你们融资租赁合同纠纷一案，现依法向你们公告送达起诉状副本、应诉通知书、举证通知书及开庭传票。自公告之日起经过60日即视为送达。 bbox=[423, 197, 584, 223]
column-label: 10/11 中缝 bbox=[1009, 107, 1148, 134]
notice-paragraph: 北京市某某建筑工程有限公司遗失公章一枚，特此声明作废。 bbox=[1008, 250, 1144, 256]
notice-paragraph: 经股东会决议，本公司拟向公司登记机关申请注销登记，请债权人自本公告发布之日起四十五日内向本公司清算组申报债权，逾期视为放弃。特此公告。本公司已成立清算组，清算组成员由股东组成，联系电话详见登记信息。 bbox=[615, 654, 775, 681]
notice-paragraph: 本院受理原告诉你们合同纠纷一案，现依法向你们公告送达起诉状副本、应诉通知书、举证通知书、开庭传票。自公告之日起经过六十日即视为送达。提出答辩状和举证的期限分别为公告期满后的十五日和三十日内。本案定于举证期满后的第三日上午九时在本院第一审判庭公开开庭审理，逾期将依法缺席判决。 bbox=[231, 1360, 392, 1394]
notice-paragraph: 本会受理申请人与你单位劳动争议一案，现依法向你单位公告送达仲裁申请书副本、应诉通知书、举证通知书、开庭通知书及仲裁庭组成人员通知书。自公告之日起经过三十日即视为送达，答辩期和举证期为公告送达期满后十日内，逾期将依法缺席裁决。 bbox=[998, 694, 1159, 720]
notice-paragraph: 现依法向你公告送达起诉状副本、应诉通知书、举证通知书、开庭传票。自公告之日起经过六十日即视为送达。提出答辩状的期限和举证的期限分别为公告期满后的十五日和三十日内，并定于举证期满后第三日上午九时在本院公开开庭审理，逾期将依法缺席判决。 bbox=[423, 950, 584, 976]
notice-paragraph: 本会受理申请人与你单位劳动争议一案，现依法向你单位公告送达仲裁申请书副本、应诉通知书、举证通知书、开庭通知书及仲裁庭组成人员通知书。自公告之日起经过三十日即视为送达，答辩期和举证期为公告送达期满后十日内，逾期将依法缺席裁决。 bbox=[998, 1086, 1159, 1112]
notice-paragraph: 本院受理原告诉你们合同纠纷一案，现依法向你们公告送达起诉状副本、应诉通知书、举证通知书、开庭传票。自公告之日起经过六十日即视为送达。提出答辩状和举证的期限分别为公告期满后的十五日和三十日内。本案定于举证期满后的第三日上午九时在本院第一审判庭公开开庭审理，逾期将依法缺席判决。 bbox=[231, 1084, 392, 1117]
notice-paragraph: 本会受理申请人与你单位劳动争议一案，现依法向你单位公告送达仲裁申请书副本、应诉通知书、举证通知书、开庭通知书及仲裁庭组成人员通知书。自公告之日起经过三十日即视为送达，答辩期和举证期为公告送达期满后十日内，逾期将依法缺席裁决。 bbox=[998, 862, 1159, 888]
notice-paragraph: 不慎遗失营业执照正副本，统一社会信用代码：9100000000000000XX，声明作废。不慎遗失公章、财务专用章、法人章各一枚，特此声明作废。不慎遗失身份证，号码已申请补办，此证作废，特此声明。 bbox=[806, 478, 967, 498]
notice-paragraph: 苏州某某电子科技有限公司经股东决定，拟向登记机关申请注销登记，请债权人自本公告之日起四十五日内向本公司清算组申报债权。清算组联系人：王某某。 bbox=[615, 328, 775, 347]
notice-paragraph: 不慎遗失营业执照正副本，统一社会信用代码：9100000000000000XX，声明作废。不慎遗失公章、财务专用章、法人章各一枚，特此声明作废。不慎遗失身份证，号码已申请补办，此证作废，特此声明。 bbox=[806, 1098, 967, 1118]
notice-paragraph: 不慎遗失营业执照正副本，统一社会信用代码：9100000000000000XX，声明作废。不慎遗失公章、财务专用章、法人章各一枚，特此声明作废。不慎遗失身份证，号码已申请补办，此证作废，特此声明。 bbox=[806, 521, 967, 541]
notice-paragraph: 不慎遗失营业执照正副本，统一社会信用代码：9100000000000000XX，声明作废。不慎遗失公章、财务专用章、法人章各一枚，特此声明作废。不慎遗失身份证，号码已申请补办，此证作废，特此声明。 bbox=[806, 820, 967, 840]
strip-header: 公告专栏 bbox=[993, 174, 1164, 194]
notice-paragraph: 本会受理申请人与你单位劳动争议一案，现依法向你单位公告送达仲裁申请书副本、应诉通知书、举证通知书、开庭通知书及仲裁庭组成人员通知书。自公告之日起经过三十日即视为送达，答辩期和举证期为公告送达期满后十日内，逾期将依法缺席裁决。 bbox=[998, 722, 1159, 748]
column-9-12 bbox=[800, 0, 973, 2481]
issuer-line: 巴南区劳动人事争议仲裁委员会 bbox=[1088, 379, 1159, 386]
notice-paragraph: 现依法向你公告送达起诉状副本、应诉通知书、举证通知书、开庭传票。自公告之日起经过六十日即视为送达。提出答辩状的期限和举证的期限分别为公告期满后的十五日和三十日内，并定于举证期满后第三日上午九时在本院公开开庭审理，逾期将依法缺席判决。 bbox=[423, 1453, 584, 1480]
column-label: 9/12 中缝 bbox=[826, 107, 947, 134]
notice-paragraph: 经股东会决议，本公司拟向公司登记机关申请注销登记，请债权人自本公告发布之日起四十五日内向本公司清算组申报债权，逾期视为放弃。特此公告。本公司已成立清算组，清算组成员由股东组成，联系电话详见登记信息。 bbox=[615, 1438, 775, 1464]
notice-paragraph: 本院受理原告诉你们合同纠纷一案，现依法向你们公告送达起诉状副本、应诉通知书、举证通知书、开庭传票。自公告之日起经过六十日即视为送达。提出答辩状和举证的期限分别为公告期满后的十五日和三十日内。本案定于举证期满后的第三日上午九时在本院第一审判庭公开开庭审理，逾期将依法缺席判决。 bbox=[231, 911, 392, 944]
notice-paragraph: 李某某遗失道路运输从业资格证，证号：420102********，声明作废。 bbox=[806, 287, 967, 301]
issuer-line: 各公司清算组 bbox=[745, 394, 775, 400]
notice-paragraph: 本会受理申请人与你单位劳动争议一案，现依法向你单位公告送达仲裁申请书副本、应诉通知书、举证通知书、开庭通知书及仲裁庭组成人员通知书。自公告之日起经过三十日即视为送达，答辩期和举证期为公告送达期满后十日内，逾期将依法缺席裁决。 bbox=[998, 1002, 1159, 1028]
column-2-3 bbox=[225, 0, 398, 2481]
issuer-line: 四川省成都市武侯区人民法院 bbox=[327, 262, 392, 268]
notice-paragraph: 本会受理申请人与你单位劳动争议一案，现依法向你单位公告送达仲裁申请书副本、应诉通知书、举证通知书、开庭通知书及仲裁庭组成人员通知书。自公告之日起经过三十日即视为送达，答辩期和举证期为公告送达期满后十日内，逾期将依法缺席裁决。 bbox=[998, 554, 1159, 580]
notice-paragraph: 现依法向你公告送达起诉状副本、应诉通知书、举证通知书、开庭传票。自公告之日起经过六十日即视为送达。提出答辩状的期限和举证的期限分别为公告期满后的十五日和三十日内，并定于举证期满后第三日上午九时在本院公开开庭审理，逾期将依法缺席判决。 bbox=[423, 1230, 584, 1255]
notice-paragraph: 因你下落不明，现依法向你公告送达起诉状副本、应诉通知书、举证通知书、开庭传票及合议庭组成人员通知书。自公告之日起经过六十日即视为送达。提出答辩状的期限为公告期满后十五日内，举证期限为公告期满后十五日内，并定于举证期满后的第三日上午九时在本院开庭审理，逾期将依法缺席判决。如不服本判决，可在判决书送达之日起十五日内向本院递交上诉状，并按对方当事人的人数提出副本，上诉于上一级人民法院。 bbox=[40, 853, 200, 899]
notice-paragraph: 不慎遗失营业执照正副本，统一社会信用代码：9100000000000000XX，声明作废。不慎遗失公章、财务专用章、法人章各一枚，特此声明作废。不慎遗失身份证，号码已申请补办，此证作废，特此声明。 bbox=[806, 906, 967, 925]
notice-paragraph: 不慎遗失营业执照正副本，统一社会信用代码：9100000000000000XX，声明作废。不慎遗失公章、财务专用章、法人章各一枚，特此声明作废。不慎遗失身份证，号码已申请补办，此证作废，特此声明。 bbox=[806, 607, 967, 626]
notice-paragraph: 因你下落不明，现依法向你公告送达起诉状副本、应诉通知书、举证通知书、开庭传票及合议庭组成人员通知书。自公告之日起经过六十日即视为送达。提出答辩状的期限为公告期满后十五日内，举证期限为公告期满后十五日内，并定于举证期满后的第三日上午九时在本院开庭审理，逾期将依法缺席判决。如不服本判决，可在判决书送达之日起十五日内向本院递交上诉状，并按对方当事人的人数提出副本，上诉于上一级人民法院。 bbox=[40, 1665, 200, 1711]
issuer-line: 湖南省长沙市岳麓区人民法院 bbox=[135, 386, 200, 392]
notice-paragraph: 本会受理申请人与你单位劳动争议一案，现依法向你单位公告送达仲裁申请书副本、应诉通知书、举证通知书、开庭通知书及仲裁庭组成人员通知书。自公告之日起经过三十日即视为送达，答辩期和举证期为公告送达期满后十日内，逾期将依法缺席裁决。 bbox=[998, 610, 1159, 636]
notice-paragraph: 本会受理申请人与你单位劳动争议一案，现依法向你单位公告送达仲裁申请书副本、应诉通知书、举证通知书、开庭通知书及仲裁庭组成人员通知书。自公告之日起经过三十日即视为送达，答辩期和举证期为公告送达期满后十日内，逾期将依法缺席裁决。 bbox=[998, 499, 1159, 525]
notice-paragraph: 第一次债权人会议定于2024年12月16日上午9时在本院召开。依法申报债权的债权人有权参加债权人会议，参加会议的债权人系法人或其他组织的，应提交营业执照、法定代表人身份证明书；委托代理人出席会议的，应提交特别授权委托书。 bbox=[40, 442, 200, 468]
issuer-line: 江苏省南京市中级人民法院 bbox=[140, 268, 200, 274]
notice-paragraph: 不慎遗失营业执照正副本，统一社会信用代码：9100000000000000XX，声明作废。不慎遗失公章、财务专用章、法人章各一枚，特此声明作废。不慎遗失身份证，号码已申请补办，此证作废，特此声明。 bbox=[806, 435, 967, 455]
notice-paragraph: 原告高某诉被告魏某某离婚纠纷一案，本院已审理终结。因你下落不明，现依法向你公告送达民事判决书。自公告之日起经过60日即视为送达。如不服本判决，可在公告期满后15日内向本院递交上诉状，上诉于浙江省宁波市中级人民法院。逾期本判决即发生法律效力。 bbox=[40, 321, 200, 347]
notice-paragraph: 经股东会决议，本公司拟向公司登记机关申请注销登记，请债权人自本公告发布之日起四十五日内向本公司清算组申报债权，逾期视为放弃。特此公告。本公司已成立清算组，清算组成员由股东组成，联系电话详见登记信息。 bbox=[615, 543, 775, 568]
notice-paragraph: 因你下落不明，现依法向你公告送达起诉状副本、应诉通知书、举证通知书、开庭传票及合议庭组成人员通知书。自公告之日起经过六十日即视为送达。提出答辩状的期限为公告期满后十五日内，举证期限为公告期满后十五日内，并定于举证期满后的第三日上午九时在本院开庭审理，逾期将依法缺席判决。如不服本判决，可在判决书送达之日起十五日内向本院递交上诉状，并按对方当事人的人数提出副本，上诉于上一级人民法院。 bbox=[40, 2382, 200, 2427]
notice-paragraph: 不慎遗失营业执照正副本，统一社会信用代码：9100000000000000XX，声明作废。不慎遗失公章、财务专用章、法人章各一枚，特此声明作废。不慎遗失身份证，号码已申请补办，此证作废，特此声明。 bbox=[806, 670, 967, 690]
notice-paragraph: 经股东会决议，本公司拟向公司登记机关申请注销登记，请债权人自本公告发布之日起四十五日内向本公司清算组申报债权，逾期视为放弃。特此公告。本公司已成立清算组，清算组成员由股东组成，联系电话详见登记信息。 bbox=[615, 1494, 775, 1520]
notice-paragraph: 因你下落不明，现依法向你公告送达起诉状副本、应诉通知书、举证通知书、开庭传票及合议庭组成人员通知书。自公告之日起经过六十日即视为送达。提出答辩状的期限为公告期满后十五日内，举证期限为公告期满后十五日内，并定于举证期满后的第三日上午九时在本院开庭审理，逾期将依法缺席判决。如不服本判决，可在判决书送达之日起十五日内向本院递交上诉状，并按对方当事人的人数提出副本，上诉于上一级人民法院。 bbox=[40, 1713, 200, 1759]
notice-paragraph: 不慎遗失营业执照正副本，统一社会信用代码：9100000000000000XX，声明作废。不慎遗失公章、财务专用章、法人章各一枚，特此声明作废。不慎遗失身份证，号码已申请补办，此证作废，特此声明。 bbox=[806, 542, 967, 561]
notice-paragraph: 因你下落不明，现依法向你公告送达起诉状副本、应诉通知书、举证通知书、开庭传票及合议庭组成人员通知书。自公告之日起经过六十日即视为送达。提出答辩状的期限为公告期满后十五日内，举证期限为公告期满后十五日内，并定于举证期满后的第三日上午九时在本院开庭审理，逾期将依法缺席判决。如不服本判决，可在判决书送达之日起十五日内向本院递交上诉状，并按对方当事人的人数提出副本，上诉于上一级人民法院。 bbox=[40, 1283, 200, 1329]
notice-paragraph: 经股东会决议，本公司拟向公司登记机关申请注销登记，请债权人自本公告发布之日起四十五日内向本公司清算组申报债权，逾期视为放弃。特此公告。本公司已成立清算组，清算组成员由股东组成，联系电话详见登记信息。 bbox=[615, 487, 775, 513]
notice-paragraph: 程玥不慎遗失出生医学证明，编号：Q440123456，声明作废。 bbox=[816, 242, 959, 248]
notice-paragraph: 本院受理原告诉你们合同纠纷一案，现依法向你们公告送达起诉状副本、应诉通知书、举证通知书、开庭传票。自公告之日起经过六十日即视为送达。提出答辩状和举证的期限分别为公告期满后的十五日和三十日内。本案定于举证期满后的第三日上午九时在本院第一审判庭公开开庭审理，逾期将依法缺席判决。 bbox=[231, 946, 392, 979]
notice-paragraph: 本会受理申请人与你单位劳动争议一案，现依法向你单位公告送达仲裁申请书副本、应诉通知书、举证通知书、开庭通知书及仲裁庭组成人员通知书。自公告之日起经过三十日即视为送达，答辩期和举证期为公告送达期满后十日内，逾期将依法缺席裁决。 bbox=[998, 946, 1159, 972]
notice-paragraph: 本会受理申请人与你单位劳动争议一案，现依法向你单位公告送达仲裁申请书副本、应诉通知书、举证通知书、开庭通知书及仲裁庭组成人员通知书。自公告之日起经过三十日即视为送达，答辩期和举证期为公告送达期满后十日内，逾期将依法缺席裁决。 bbox=[998, 1197, 1159, 1224]
notice-paragraph: 天津某某物流有限公司经股东会决议拟注销，请债权人于公告之日起四十五日内向本公司清算组申报债权。 bbox=[615, 364, 775, 377]
notice-paragraph: 现依法向你公告送达起诉状副本、应诉通知书、举证通知书、开庭传票。自公告之日起经过六十日即视为送达。提出答辩状的期限和举证的期限分别为公告期满后的十五日和三十日内，并定于举证期满后第三日上午九时在本院公开开庭审理，逾期将依法缺席判决。 bbox=[423, 810, 584, 836]
notice-paragraph: 本院受理原告诉你们合同纠纷一案，现依法向你们公告送达起诉状副本、应诉通知书、举证通知书、开庭传票。自公告之日起经过六十日即视为送达。提出答辩状和举证的期限分别为公告期满后的十五日和三十日内。本案定于举证期满后的第三日上午九时在本院第一审判庭公开开庭审理，逾期将依法缺席判决。 bbox=[231, 1049, 392, 1082]
notice-paragraph: 本会受理申请人与你单位劳动争议一案，现依法向你单位公告送达仲裁申请书副本、应诉通知书、举证通知书、开庭通知书及仲裁庭组成人员通知书。自公告之日起经过三十日即视为送达，答辩期和举证期为公告送达期满后十日内，逾期将依法缺席裁决。 bbox=[998, 806, 1159, 832]
notice-strip bbox=[225, 173, 398, 2471]
notice-paragraph: 不慎遗失营业执照正副本，统一社会信用代码：9100000000000000XX，声明作废。不慎遗失公章、财务专用章、法人章各一枚，特此声明作废。不慎遗失身份证，号码已申请补办，此证作废，特此声明。 bbox=[806, 713, 967, 733]
notice-title: 宁波市鄞州区应急管理局行政处罚告知书送达公告 bbox=[41, 530, 199, 539]
issuer-line: 江苏省连云港市海州区人民法院 bbox=[321, 329, 392, 336]
issuer-line: 江苏省常州市武进区人民法院 bbox=[519, 383, 584, 390]
notice-paragraph: 现依法向你公告送达起诉状副本、应诉通知书、举证通知书、开庭传票。自公告之日起经过六十日即视为送达。提出答辩状的期限和举证的期限分别为公告期满后的十五日和三十日内，并定于举证期满后第三日上午九时在本院公开开庭审理，逾期将依法缺席判决。 bbox=[423, 1426, 584, 1452]
issuer-line: 浙江省杭州市西湖区人民法院 bbox=[519, 285, 584, 292]
notice-paragraph: 因你下落不明，现依法向你公告送达起诉状副本、应诉通知书、举证通知书、开庭传票及合议庭组成人员通知书。自公告之日起经过六十日即视为送达。提出答辩状的期限为公告期满后十五日内，举证期限为公告期满后十五日内，并定于举证期满后的第三日上午九时在本院开庭审理，逾期将依法缺席判决。如不服本判决，可在判决书送达之日起十五日内向本院递交上诉状，并按对方当事人的人数提出副本，上诉于上一级人民法院。 bbox=[40, 1761, 200, 1806]
notice-paragraph: 经股东会决议，本公司拟向公司登记机关申请注销登记，请债权人自本公告发布之日起四十五日内向本公司清算组申报债权，逾期视为放弃。特此公告。本公司已成立清算组，清算组成员由股东组成，联系电话详见登记信息。 bbox=[615, 1158, 775, 1185]
notice-date: 2024年11月26日 bbox=[1118, 388, 1159, 394]
notice-paragraph: 因你下落不明，现依法向你公告送达起诉状副本、应诉通知书、举证通知书、开庭传票及合议庭组成人员通知书。自公告之日起经过六十日即视为送达。提出答辩状的期限为公告期满后十五日内，举证期限为公告期满后十五日内，并定于举证期满后的第三日上午九时在本院开庭审理，逾期将依法缺席判决。如不服本判决，可在判决书送达之日起十五日内向本院递交上诉状，并按对方当事人的人数提出副本，上诉于上一级人民法院。 bbox=[40, 2477, 200, 2524]
notice-paragraph: 不慎遗失营业执照正副本，统一社会信用代码：9100000000000000XX，声明作废。不慎遗失公章、财务专用章、法人章各一枚，特此声明作废。不慎遗失身份证，号码已申请补办，此证作废，特此声明。 bbox=[806, 1012, 967, 1032]
notice-paragraph: 李敏荣、郭诗琦：本院受理原告与被告借款合同纠纷一案，已依法审结。现依法向你公告送达起诉状副本、应诉通知书、举证通知书、开庭传票。自公告之日起经过60日即视为送达。提出答辩状的期限和举证期限为公告期满后15日内，并定于举证期满后第3日上午9时在本院第二法庭公开开庭审理，逾期将依法缺席裁判。 bbox=[40, 234, 200, 266]
notice-paragraph: 陈海峰、余华平：本院受理上海农村商业银行股份有限公司诉你们金融借款合同纠纷一案，现依法向你们公告送达起诉状副本、证据材料、应诉通知书、举证通知书、开庭传票。 bbox=[231, 375, 392, 394]
issuer-line: 江苏省无锡市梁溪区人民法院 bbox=[519, 407, 584, 413]
notice-paragraph: 本会受理申请人与你单位劳动争议一案，现依法向你单位公告送达仲裁申请书副本、应诉通知书、举证通知书、开庭通知书及仲裁庭组成人员通知书。自公告之日起经过三十日即视为送达，答辩期和举证期为公告送达期满后十日内，逾期将依法缺席裁决。 bbox=[998, 1142, 1159, 1168]
notice-paragraph: 因你下落不明，现依法向你公告送达起诉状副本、应诉通知书、举证通知书、开庭传票及合议庭组成人员通知书。自公告之日起经过六十日即视为送达。提出答辩状的期限为公告期满后十五日内，举证期限为公告期满后十五日内，并定于举证期满后的第三日上午九时在本院开庭审理，逾期将依法缺席判决。如不服本判决，可在判决书送达之日起十五日内向本院递交上诉状，并按对方当事人的人数提出副本，上诉于上一级人民法院。 bbox=[40, 1809, 200, 1854]
notice-paragraph: 不慎遗失营业执照正副本，统一社会信用代码：9100000000000000XX，声明作废。不慎遗失公章、财务专用章、法人章各一枚，特此声明作废。不慎遗失身份证，号码已申请补办，此证作废，特此声明。 bbox=[806, 499, 967, 519]
notice-paragraph: 现依法向你公告送达起诉状副本、应诉通知书、举证通知书、开庭传票。自公告之日起经过六十日即视为送达。提出答辩状的期限和举证的期限分别为公告期满后的十五日和三十日内，并定于举证期满后第三日上午九时在本院公开开庭审理，逾期将依法缺席判决。 bbox=[423, 1369, 584, 1395]
notice-paragraph: 本会受理申请人与你单位劳动争议一案，现依法向你单位公告送达仲裁申请书副本、应诉通知书、举证通知书、开庭通知书及仲裁庭组成人员通知书。自公告之日起经过三十日即视为送达，答辩期和举证期为公告送达期满后十日内，逾期将依法缺席裁决。 bbox=[998, 1534, 1159, 1560]
notice-paragraph: 本院受理原告诉你们合同纠纷一案，现依法向你们公告送达起诉状副本、应诉通知书、举证通知书、开庭传票。自公告之日起经过六十日即视为送达。提出答辩状和举证的期限分别为公告期满后的十五日和三十日内。本案定于举证期满后的第三日上午九时在本院第一审判庭公开开庭审理，逾期将依法缺席判决。 bbox=[231, 1775, 392, 1808]
notice-paragraph: 不慎遗失营业执照正副本，统一社会信用代码：9100000000000000XX，声明作废。不慎遗失公章、财务专用章、法人章各一枚，特此声明作废。不慎遗失身份证，号码已申请补办，此证作废，特此声明。 bbox=[806, 841, 967, 861]
notice-paragraph: 周永明、王某某：本院受理原告某某公司诉你们追偿权纠纷一案，现依法向你们公告送达起诉状副本、应诉通知书、举证通知书及开庭传票，逾期将依法缺席判决。 bbox=[423, 332, 584, 351]
notice-paragraph: 本院受理原告诉你们合同纠纷一案，现依法向你们公告送达起诉状副本、应诉通知书、举证通知书、开庭传票。自公告之日起经过六十日即视为送达。提出答辩状和举证的期限分别为公告期满后的十五日和三十日内。本案定于举证期满后的第三日上午九时在本院第一审判庭公开开庭审理，逾期将依法缺席判决。 bbox=[231, 1326, 392, 1359]
notice-title: 仲裁公告 bbox=[1063, 398, 1093, 407]
notice-strip bbox=[992, 173, 1165, 2471]
strip-body bbox=[226, 194, 398, 1883]
notice-paragraph: 因你下落不明，现依法向你公告送达起诉状副本、应诉通知书、举证通知书、开庭传票及合议庭组成人员通知书。自公告之日起经过六十日即视为送达。提出答辩状的期限为公告期满后十五日内，举证期限为公告期满后十五日内，并定于举证期满后的第三日上午九时在本院开庭审理，逾期将依法缺席判决。如不服本判决，可在判决书送达之日起十五日内向本院递交上诉状，并按对方当事人的人数提出副本，上诉于上一级人民法院。 bbox=[40, 1236, 200, 1282]
notice-paragraph: 本会受理申请人与你单位劳动争议一案，现依法向你单位公告送达仲裁申请书副本、应诉通知书、举证通知书、开庭通知书及仲裁庭组成人员通知书。自公告之日起经过三十日即视为送达，答辩期和举证期为公告送达期满后十日内，逾期将依法缺席裁决。 bbox=[998, 890, 1159, 916]
issuer-line: 江西省南昌市东湖区人民法院 bbox=[710, 249, 775, 255]
issuer-line: 安徽省合肥市包河区人民法院 bbox=[519, 255, 584, 262]
notice-paragraph: 现依法向你公告送达起诉状副本、应诉通知书、举证通知书、开庭传票。自公告之日起经过六十日即视为送达。提出答辩状的期限和举证的期限分别为公告期满后的十五日和三十日内，并定于举证期满后第三日上午九时在本院公开开庭审理，逾期将依法缺席判决。 bbox=[423, 894, 584, 920]
notice-paragraph: 经股东会决议，本公司拟向公司登记机关申请注销登记，请债权人自本公告发布之日起四十五日内向本公司清算组申报债权，逾期视为放弃。特此公告。本公司已成立清算组，清算组成员由股东组成，联系电话详见登记信息。 bbox=[615, 403, 775, 429]
notice-paragraph: 北京某某科技有限公司遗失发票专用章一枚，特此声明作废。 bbox=[816, 302, 952, 308]
notice-paragraph: 因你下落不明，现依法向你公告送达起诉状副本、应诉通知书、举证通知书、开庭传票及合议庭组成人员通知书。自公告之日起经过六十日即视为送达。提出答辩状的期限为公告期满后十五日内，举证期限为公告期满后十五日内，并定于举证期满后的第三日上午九时在本院开庭审理，逾期将依法缺席判决。如不服本判决，可在判决书送达之日起十五日内向本院递交上诉状，并按对方当事人的人数提出副本，上诉于上一级人民法院。 bbox=[40, 2430, 200, 2475]
notice-paragraph: 南通某某建材有限公司经股东决定，拟向登记机关申请注销登记，请债权人自本公告之日起四十五日内向清算组申报债权。 bbox=[615, 379, 775, 392]
notice-paragraph: 本院受理原告诉你们合同纠纷一案，现依法向你们公告送达起诉状副本、应诉通知书、举证通知书、开庭传票。自公告之日起经过六十日即视为送达。提出答辩状和举证的期限分别为公告期满后的十五日和三十日内。本案定于举证期满后的第三日上午九时在本院第一审判庭公开开庭审理，逾期将依法缺席判决。 bbox=[231, 1706, 392, 1740]
notice-paragraph: 本院受理原告诉你们合同纠纷一案，现依法向你们公告送达起诉状副本、应诉通知书、举证通知书、开庭传票。自公告之日起经过六十日即视为送达。提出答辩状和举证的期限分别为公告期满后的十五日和三十日内。本案定于举证期满后的第三日上午九时在本院第一审判庭公开开庭审理，逾期将依法缺席判决。 bbox=[231, 565, 392, 599]
notice-paragraph: 本院受理原告诉你们合同纠纷一案，现依法向你们公告送达起诉状副本、应诉通知书、举证通知书、开庭传票。自公告之日起经过六十日即视为送达。提出答辩状和举证的期限分别为公告期满后的十五日和三十日内。本案定于举证期满后的第三日上午九时在本院第一审判庭公开开庭审理，逾期将依法缺席判决。 bbox=[231, 1430, 392, 1463]
notice-paragraph: 因你下落不明，现依法向你公告送达起诉状副本、应诉通知书、举证通知书、开庭传票及合议庭组成人员通知书。自公告之日起经过六十日即视为送达。提出答辩状的期限为公告期满后十五日内，举证期限为公告期满后十五日内，并定于举证期满后的第三日上午九时在本院开庭审理，逾期将依法缺席判决。如不服本判决，可在判决书送达之日起十五日内向本院递交上诉状，并按对方当事人的人数提出副本，上诉于上一级人民法院。 bbox=[40, 1140, 200, 1185]
notice-paragraph: 本院受理原告诉你们合同纠纷一案，现依法向你们公告送达起诉状副本、应诉通知书、举证通知书、开庭传票。自公告之日起经过六十日即视为送达。提出答辩状和举证的期限分别为公告期满后的十五日和三十日内。本案定于举证期满后的第三日上午九时在本院第一审判庭公开开庭审理，逾期将依法缺席判决。 bbox=[231, 1637, 392, 1670]
notice-paragraph: 各债权人：根据《中华人民共和国企业破产法》的规定，管理人定于2024年12月18日上午9时30分采取网络会议方式召开第一次债权人会议，请各债权人按时参加会议。会议议程：一、管理人作执行职务工作报告；二、核查债权；三、表决财产管理及变价方案。 bbox=[40, 491, 200, 518]
notice-paragraph: 本院受理原告诉你们合同纠纷一案，现依法向你们公告送达起诉状副本、应诉通知书、举证通知书、开庭传票。自公告之日起经过六十日即视为送达。提出答辩状和举证的期限分别为公告期满后的十五日和三十日内。本案定于举证期满后的第三日上午九时在本院第一审判庭公开开庭审理，逾期将依法缺席判决。 bbox=[231, 531, 392, 564]
column-label: 5/8 中缝 bbox=[452, 107, 555, 134]
notice-paragraph: 本院受理原告诉你们合同纠纷一案，现依法向你们公告送达起诉状副本、应诉通知书、举证通知书、开庭传票。自公告之日起经过六十日即视为送达。提出答辩状和举证的期限分别为公告期满后的十五日和三十日内。本案定于举证期满后的第三日上午九时在本院第一审判庭公开开庭审理，逾期将依法缺席判决。 bbox=[231, 877, 392, 910]
notice-paragraph: 经股东会决议，本公司拟向公司登记机关申请注销登记，请债权人自本公告发布之日起四十五日内向本公司清算组申报债权，逾期视为放弃。特此公告。本公司已成立清算组，清算组成员由股东组成，联系电话详见登记信息。 bbox=[615, 1242, 775, 1268]
column-label: 1/4 中缝 bbox=[68, 107, 172, 134]
notice-paragraph: 因你下落不明，现依法向你公告送达起诉状副本、应诉通知书、举证通知书、开庭传票及合议庭组成人员通知书。自公告之日起经过六十日即视为送达。提出答辩状的期限为公告期满后十五日内，举证期限为公告期满后十五日内，并定于举证期满后的第三日上午九时在本院开庭审理，逾期将依法缺席判决。如不服本判决，可在判决书送达之日起十五日内向本院递交上诉状，并按对方当事人的人数提出副本，上诉于上一级人民法院。 bbox=[40, 949, 200, 995]
notice-paragraph: 因你下落不明，现依法向你公告送达起诉状副本、应诉通知书、举证通知书、开庭传票及合议庭组成人员通知书。自公告之日起经过六十日即视为送达。提出答辩状的期限为公告期满后十五日内，举证期限为公告期满后十五日内，并定于举证期满后的第三日上午九时在本院开庭审理，逾期将依法缺席判决。如不服本判决，可在判决书送达之日起十五日内向本院递交上诉状，并按对方当事人的人数提出副本，上诉于上一级人民法院。 bbox=[40, 1331, 200, 1377]
notice-paragraph: 不慎遗失营业执照正副本，统一社会信用代码：9100000000000000XX，声明作废。不慎遗失公章、财务专用章、法人章各一枚，特此声明作废。不慎遗失身份证，号码已申请补办，此证作废，特此声明。 bbox=[806, 371, 967, 390]
issuer-line: 江苏省宜兴市人民法院 bbox=[725, 306, 775, 312]
notice-paragraph: 杭州某某餐饮管理有限公司经股东决定，拟向公司登记机关申请注销登记，请债权人于本公告之日起四十五日内向清算组申报债权。 bbox=[615, 350, 775, 363]
column-label: 6/7 中缝 bbox=[643, 107, 747, 134]
notice-paragraph: 现依法向你公告送达起诉状副本、应诉通知书、举证通知书、开庭传票。自公告之日起经过六十日即视为送达。提出答辩状的期限和举证的期限分别为公告期满后的十五日和三十日内，并定于举证期满后第三日上午九时在本院公开开庭审理，逾期将依法缺席判决。 bbox=[423, 1509, 584, 1535]
notice-paragraph: 经股东会决议，本公司拟向公司登记机关申请注销登记，请债权人自本公告发布之日起四十五日内向本公司清算组申报债权，逾期视为放弃。特此公告。本公司已成立清算组，清算组成员由股东组成，联系电话详见登记信息。 bbox=[615, 1270, 775, 1296]
notice-paragraph: 不慎遗失营业执照正副本，统一社会信用代码：9100000000000000XX，声明作废。不慎遗失公章、财务专用章、法人章各一枚，特此声明作废。不慎遗失身份证，号码已申请补办，此证作废，特此声明。 bbox=[806, 393, 967, 412]
notice-paragraph: 本会受理申请人与你单位劳动争议一案，现依法向你单位公告送达仲裁申请书副本、应诉通知书、举证通知书、开庭通知书及仲裁庭组成人员通知书。自公告之日起经过三十日即视为送达，答辩期和举证期为公告送达期满后十日内，逾期将依法缺席裁决。 bbox=[998, 1337, 1159, 1364]
notice-paragraph: 不慎遗失营业执照正副本，统一社会信用代码：9100000000000000XX，声明作废。不慎遗失公章、财务专用章、法人章各一枚，特此声明作废。不慎遗失身份证，号码已申请补办，此证作废，特此声明。 bbox=[806, 649, 967, 669]
notice-paragraph: 刘乐华、周丹：本院受理原告某银行股份有限公司诉你们金融借款合同纠纷一案，现依法向你们公告送达起诉状副本、应诉通知书、举证通知书、开庭传票。 bbox=[423, 264, 584, 284]
notice-paragraph: 现依法向你公告送达起诉状副本、应诉通知书、举证通知书、开庭传票。自公告之日起经过六十日即视为送达。提出答辩状的期限和举证的期限分别为公告期满后的十五日和三十日内，并定于举证期满后第三日上午九时在本院公开开庭审理，逾期将依法缺席判决。 bbox=[423, 866, 584, 892]
notice-paragraph: 经股东会决议，本公司拟向公司登记机关申请注销登记，请债权人自本公告发布之日起四十五日内向本公司清算组申报债权，逾期视为放弃。特此公告。本公司已成立清算组，清算组成员由股东组成，联系电话详见登记信息。 bbox=[615, 962, 775, 988]
column-1-4 bbox=[33, 0, 207, 2571]
notice-paragraph: 经股东会决议，本公司拟向公司登记机关申请注销登记，请债权人自本公告发布之日起四十五日内向本公司清算组申报债权，逾期视为放弃。特此公告。本公司已成立清算组，清算组成员由股东组成，联系电话详见登记信息。 bbox=[615, 599, 775, 625]
notice-paragraph: 冯海：本院受理原告平安银行股份有限公司与你信用卡纠纷一案，已审理终结，现依法向你公告送达民事判决书。自公告之日起经过30日即视为送达。如不服本判决，可在公告期满后15日内向本院递交上诉状及副本。 bbox=[231, 338, 392, 364]
notice-paragraph: 本会受理申请人与你单位劳动争议一案，现依法向你单位公告送达仲裁申请书副本、应诉通知书、举证通知书、开庭通知书及仲裁庭组成人员通知书。自公告之日起经过三十日即视为送达，答辩期和举证期为公告送达期满后十日内，逾期将依法缺席裁决。 bbox=[998, 1030, 1159, 1056]
notice-paragraph: 天津某某投资管理有限公司不慎遗失营业执照正本，统一社会信用代码：91120116MA06AYA826，声明作废。 bbox=[998, 212, 1159, 225]
issuer-line: 巴南区劳动人事争议仲裁委员会 bbox=[1088, 425, 1159, 431]
notice-paragraph: 本院受理原告诉你们合同纠纷一案，现依法向你们公告送达起诉状副本、应诉通知书、举证通知书、开庭传票。自公告之日起经过六十日即视为送达。提出答辩状和举证的期限分别为公告期满后的十五日和三十日内。本案定于举证期满后的第三日上午九时在本院第一审判庭公开开庭审理，逾期将依法缺席判决。 bbox=[231, 704, 392, 736]
issuer-line: 浙江省嘉兴市秀洲区人民法院 bbox=[519, 323, 584, 329]
notice-paragraph: 本会受理申请人与你单位劳动争议一案，现依法向你单位公告送达仲裁申请书副本、应诉通知书、举证通知书、开庭通知书及仲裁庭组成人员通知书。自公告之日起经过三十日即视为送达，答辩期和举证期为公告送达期满后十日内，逾期将依法缺席裁决。 bbox=[998, 974, 1159, 1000]
notice-paragraph: 现依法向你公告送达起诉状副本、应诉通知书、举证通知书、开庭传票。自公告之日起经过六十日即视为送达。提出答辩状的期限和举证的期限分别为公告期满后的十五日和三十日内，并定于举证期满后第三日上午九时在本院公开开庭审理，逾期将依法缺席判决。 bbox=[423, 1258, 584, 1284]
notice-paragraph: 不慎遗失营业执照正副本，统一社会信用代码：9100000000000000XX，声明作废。不慎遗失公章、财务专用章、法人章各一枚，特此声明作废。不慎遗失身份证，号码已申请补办，此证作废，特此声明。 bbox=[806, 350, 967, 369]
notice-paragraph: 因你下落不明，现依法向你公告送达起诉状副本、应诉通知书、举证通知书、开庭传票及合议庭组成人员通知书。自公告之日起经过六十日即视为送达。提出答辩状的期限为公告期满后十五日内，举证期限为公告期满后十五日内，并定于举证期满后的第三日上午九时在本院开庭审理，逾期将依法缺席判决。如不服本判决，可在判决书送达之日起十五日内向本院递交上诉状，并按对方当事人的人数提出副本，上诉于上一级人民法院。 bbox=[40, 1856, 200, 1903]
notice-paragraph: 因你下落不明，现依法向你公告送达起诉状副本、应诉通知书、举证通知书、开庭传票及合议庭组成人员通知书。自公告之日起经过六十日即视为送达。提出答辩状的期限为公告期满后十五日内，举证期限为公告期满后十五日内，并定于举证期满后的第三日上午九时在本院开庭审理，逾期将依法缺席判决。如不服本判决，可在判决书送达之日起十五日内向本院递交上诉状，并按对方当事人的人数提出副本，上诉于上一级人民法院。 bbox=[40, 1522, 200, 1568]
column-6-7 bbox=[608, 0, 782, 2481]
notice-paragraph: 不慎遗失营业执照正副本，统一社会信用代码：9100000000000000XX，声明作废。不慎遗失公章、财务专用章、法人章各一枚，特此声明作废。不慎遗失身份证，号码已申请补办，此证作废，特此声明。 bbox=[806, 949, 967, 968]
strip-header: 公告专栏 bbox=[418, 174, 589, 194]
notice-paragraph: 不慎遗失营业执照正副本，统一社会信用代码：9100000000000000XX，声明作废。不慎遗失公章、财务专用章、法人章各一枚，特此声明作废。不慎遗失身份证，号码已申请补办，此证作废，特此声明。 bbox=[806, 1119, 967, 1139]
notice-paragraph: 因你下落不明，现依法向你公告送达起诉状副本、应诉通知书、举证通知书、开庭传票及合议庭组成人员通知书。自公告之日起经过六十日即视为送达。提出答辩状的期限为公告期满后十五日内，举证期限为公告期满后十五日内，并定于举证期满后的第三日上午九时在本院开庭审理，逾期将依法缺席判决。如不服本判决，可在判决书送达之日起十五日内向本院递交上诉状，并按对方当事人的人数提出副本，上诉于上一级人民法院。 bbox=[40, 758, 200, 804]
notice-strip bbox=[417, 173, 590, 2471]
notice-paragraph: 赵某某遗失机动车行驶证，号牌：苏A·*****，声明作废。 bbox=[816, 333, 944, 339]
notice-title: 申报债权公告 bbox=[673, 259, 717, 268]
issuer-line: 上海市浦东新区人民法院 bbox=[336, 397, 392, 403]
notice-paragraph: 本院受理原告诉你们合同纠纷一案，现依法向你们公告送达起诉状副本、应诉通知书、举证通知书、开庭传票。自公告之日起经过六十日即视为送达。提出答辩状和举证的期限分别为公告期满后的十五日和三十日内。本案定于举证期满后的第三日上午九时在本院第一审判庭公开开庭审理，逾期将依法缺席判决。 bbox=[231, 808, 392, 840]
notice-paragraph: 经股东会决议，本公司拟向公司登记机关申请注销登记，请债权人自本公告发布之日起四十五日内向本公司清算组申报债权，逾期视为放弃。特此公告。本公司已成立清算组，清算组成员由股东组成，联系电话详见登记信息。 bbox=[615, 1131, 775, 1156]
notice-paragraph: 本会受理申请人与你单位劳动争议一案，现依法向你单位公告送达仲裁申请书副本、应诉通知书、举证通知书、开庭通知书及仲裁庭组成人员通知书。自公告之日起经过三十日即视为送达，答辩期和举证期为公告送达期满后十日内，逾期将依法缺席裁决。 bbox=[998, 1254, 1159, 1280]
issuer-line: 辽宁省沈阳市铁西区人民法院 bbox=[135, 312, 200, 318]
notice-paragraph: 现依法向你公告送达起诉状副本、应诉通知书、举证通知书、开庭传票。自公告之日起经过六十日即视为送达。提出答辩状的期限和举证的期限分别为公告期满后的十五日和三十日内，并定于举证期满后第三日上午九时在本院公开开庭审理，逾期将依法缺席判决。 bbox=[423, 782, 584, 808]
notice-paragraph: 本会受理申请人与你单位劳动争议一案，现依法向你单位公告送达仲裁申请书副本、应诉通知书、举证通知书、开庭通知书及仲裁庭组成人员通知书。自公告之日起经过三十日即视为送达，答辩期和举证期为公告送达期满后十日内，逾期将依法缺席裁决。 bbox=[998, 1226, 1159, 1251]
notice-paragraph: 广大人民群众：我们高江市道路步桑店人民法院审理的被告人违法捕捞水产品一案，判决公开道歉，本人在此诚恳向社会公众道歉，今后一定遵纪守法，保护生态环境。 bbox=[40, 641, 200, 661]
notice-paragraph: 本会受理申请人与你单位劳动争议一案，现依法向你单位公告送达仲裁申请书副本、应诉通知书、举证通知书、开庭通知书及仲裁庭组成人员通知书。自公告之日起经过三十日即视为送达，答辩期和举证期为公告送达期满后十日内，逾期将依法缺席裁决。 bbox=[998, 834, 1159, 860]
notice-paragraph: 经股东会决议，本公司拟向公司登记机关申请注销登记，请债权人自本公告发布之日起四十五日内向本公司清算组申报债权，逾期视为放弃。特此公告。本公司已成立清算组，清算组成员由股东组成，联系电话详见登记信息。 bbox=[615, 1410, 775, 1436]
strip-body bbox=[34, 194, 206, 2576]
notice-paragraph: 本会受理申请人与你单位劳动争议一案，现依法向你单位公告送达仲裁申请书副本、应诉通知书、举证通知书、开庭通知书及仲裁庭组成人员通知书。自公告之日起经过三十日即视为送达，答辩期和举证期为公告送达期满后十日内，逾期将依法缺席裁决。 bbox=[998, 582, 1159, 608]
notice-paragraph: 本会受理申请人与你单位劳动争议一案，现依法向你单位公告送达仲裁申请书副本、应诉通知书、举证通知书、开庭通知书及仲裁庭组成人员通知书。自公告之日起经过三十日即视为送达，答辩期和举证期为公告送达期满后十日内，逾期将依法缺席裁决。 bbox=[998, 778, 1159, 804]
issuer-line: 浙江省宁波市北仑区人民法院 bbox=[519, 353, 584, 359]
notice-paragraph: 本院受理原告诉你们合同纠纷一案，现依法向你们公告送达起诉状副本、应诉通知书、举证通知书、开庭传票。自公告之日起经过六十日即视为送达。提出答辩状和举证的期限分别为公告期满后的十五日和三十日内。本案定于举证期满后的第三日上午九时在本院第一审判庭公开开庭审理，逾期将依法缺席判决。 bbox=[231, 1223, 392, 1255]
notice-paragraph: 本会受理申请人与你单位劳动争议一案，现依法向你单位公告送达仲裁申请书副本、应诉通知书、举证通知书、开庭通知书及仲裁庭组成人员通知书。自公告之日起经过三十日即视为送达，答辩期和举证期为公告送达期满后十日内，逾期将依法缺席裁决。 bbox=[998, 1366, 1159, 1391]
notice-paragraph: 不慎遗失营业执照正副本，统一社会信用代码：9100000000000000XX，声明作废。不慎遗失公章、财务专用章、法人章各一枚，特此声明作废。不慎遗失身份证，号码已申请补办，此证作废，特此声明。 bbox=[806, 1077, 967, 1096]
notice-title: 注销公告 bbox=[680, 317, 709, 326]
notice-paragraph: 彭峰：本院受理原告中国建设银行股份有限公司与你信用卡纠纷一案，现依法向你公告送达起诉状副本、应诉通知书、举证通知书及开庭传票。自公告之日起经过60日即视为送达。提出答辩状的期限和举证的期限分别为公告期满后15日和30日内。 bbox=[231, 270, 392, 297]
notice-date: 2024年11月27日 bbox=[1118, 286, 1159, 293]
column-10-11 bbox=[992, 0, 1165, 2481]
